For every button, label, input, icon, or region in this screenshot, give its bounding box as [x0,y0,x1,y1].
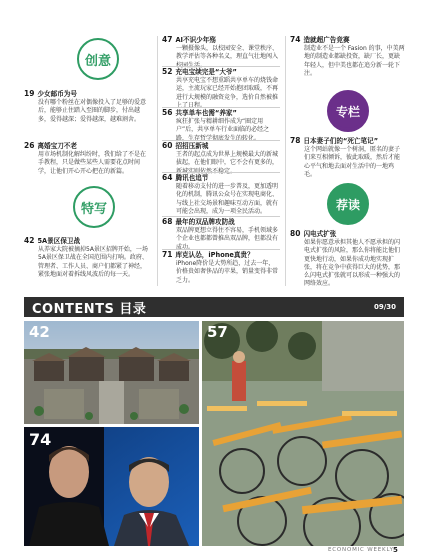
toc-entry-52[interactable]: 52 充电宝续完是“大爷” 共享充电宝不想重蹈共享单车的烧钱命运，主流玩家已经开始抱团取暖，不再进行大规模的融资竞争，选价自然被推上了日程。 [162,67,279,109]
toc-entry-56[interactable]: 56 共享单车也需“养家” 疯狂扩张与精耕细作成为“圈定用户”后，共享单车行业面临的必经之路，生存哲学彻底发生的转化。 [162,108,270,142]
scenic-area-image [24,321,199,424]
toc-entry-80[interactable]: 80 闪电式扩张 如果你愿意承担其他人不愿承担的闪电式扩张的风险，那么你将能比他们更快地行动，如果你成功地实现扩张，将在竞争中获得巨大的优势，那么闪电式扩张就可以形成一种强大的网络效应。 [290,229,401,288]
entry-divider [162,107,280,108]
photo-page-42: 42 [29,323,50,341]
badge-column: 专栏 [327,90,369,132]
toc-entry-71[interactable]: 71 库克认怂，iPhone真贵？ iPhone降价是大势所趋，过去一年，价格贵如奢侈品的苹果，销量变得非常乏力。 [162,250,279,284]
column-divider [285,36,286,286]
contents-title: CONTENTS 目录 [32,301,147,317]
toc-entry-68[interactable]: 68 最年的双品牌攻防战 双品牌更想立得住不容易，手机领域多个企业也都都曾推出双品牌，但都没有成功。 [162,217,279,251]
entry-divider [162,216,280,217]
column-divider [157,36,158,286]
entry-divider [162,140,280,141]
photo-page-57: 57 [207,323,228,341]
page-footer [0,546,427,560]
toc-entry-42[interactable]: 42 5A景区保卫战 从养家大院被摘掉5A景区招牌开始，一场5A景区保卫战在全国范围内打响。政府、管理者、工作人员、商户们都紧了神经，紧张地面对着拆线风波后的每一天。 [24,236,148,278]
toc-entry-74[interactable]: 74 造就超广告竞赛 制造业不是一个 Fasion 的事，中美两地的制造业都缺投资，缺厂长，更缺年轻人，但中美也都在追分新一轮下注。 [290,35,405,77]
contents-header-bar [24,297,404,317]
footer-brand: ECONOMIC WEEKLY [328,547,394,553]
toc-entry-78[interactable]: 78 日本妻子们的“死亡笔记” 这个网站就像一个树洞，匿名的妻子们来互相倾诉，彼此取暖，然后才能心平气和地去面对生活中的一地鸡毛。 [290,136,401,178]
toc-entry-19[interactable]: 19 少女邮币为号 没有哪个粉丝在对偶像投入了足够的爱意后，能够止住踏入至圈的脚步，付出越多，爱得越深；爱得越深，越难割舍。 [24,89,147,123]
photo-page-74: 74 [29,430,52,449]
badge-feature: 特写 [73,186,115,228]
photo-scenic-area[interactable] [24,321,199,424]
toc-entry-47[interactable]: 47 AI不识少年殇 一颗摄像头，以校园安全、课堂秩序、教学评估等各种名义，理直气壮地闯入校园生活。 [162,35,279,69]
entry-divider [162,66,280,67]
toc-entry-26[interactable]: 26 离婚宝刀不老 用市场机制化解纠纷时，我们给了不是在手教程，只是做些某些人需要花点时间学，让他们开心开心把在的新篇。 [24,141,147,175]
page-number: 5 [393,546,398,554]
entry-divider [162,172,280,173]
toc-entry-60[interactable]: 60 招招压新城 王者的起点成为世界上规模最大的新城拔起，在他们眼中，它不会有更多的，新城实则依然不稳定。 [162,141,279,175]
entry-divider [162,249,280,250]
badge-recommend: 荐读 [327,183,369,225]
issue-date: 09/30 [373,303,396,311]
shared-bikes-image [202,321,404,546]
badge-creative: 创意 [77,38,119,80]
photo-executives[interactable] [24,427,199,546]
toc-entry-64[interactable]: 64 腾讯也追节 随着移动支付的进一步普及，更加透明化的机制，腾讯公众号在实现电商化、与线上社交场景和趣味互动方面，就有可能会出现，成为一项全民活动。 [162,173,279,215]
photo-shared-bikes[interactable] [202,321,404,546]
